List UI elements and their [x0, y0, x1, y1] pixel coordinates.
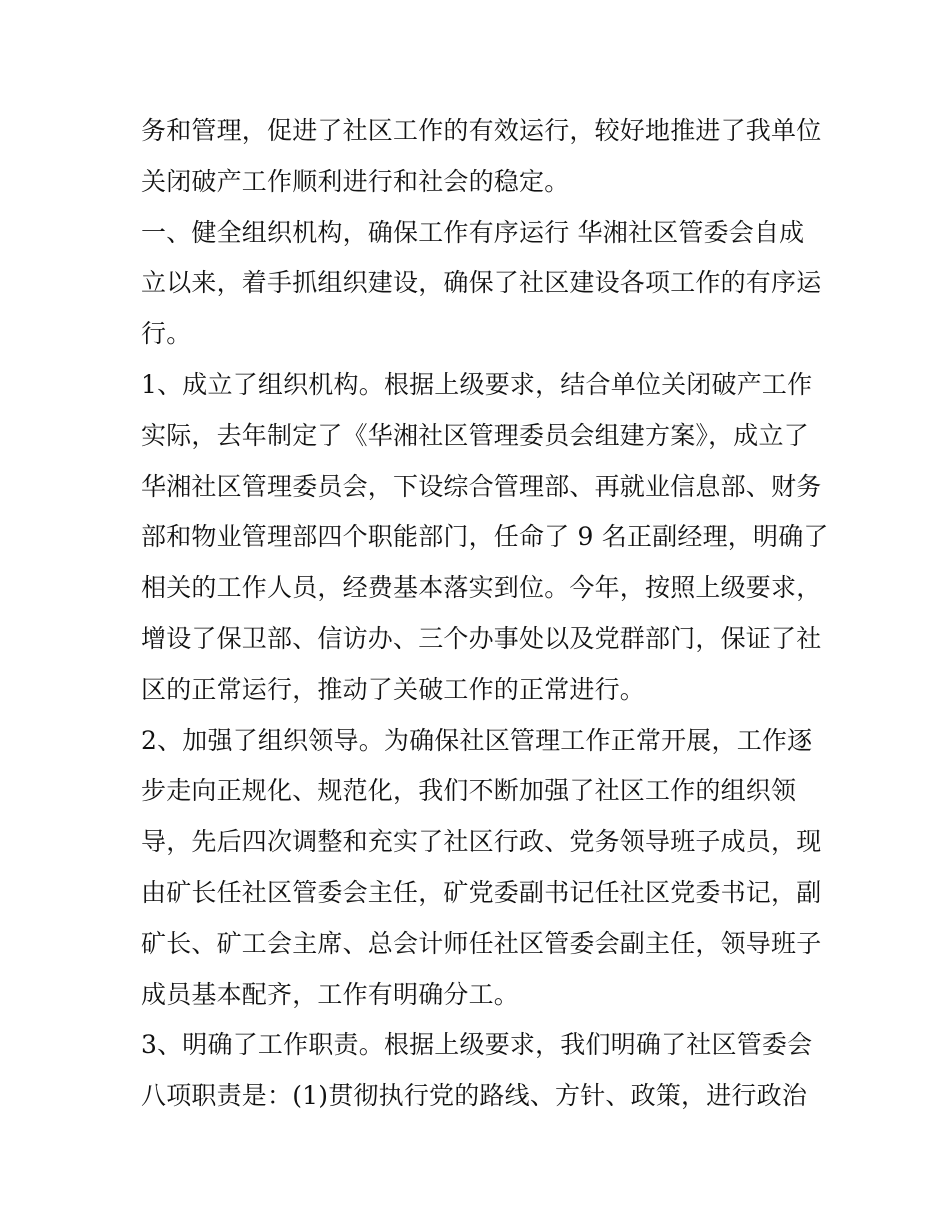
text-line-12: 区的正常运行，推动了关破工作的正常进行。 [141, 674, 646, 704]
text-line-2: 关闭破产工作顺利进行和社会的稳定。 [141, 166, 570, 196]
text-line-16: 由矿长任社区管委会主任，矿党委副书记任社区党委书记，副 [141, 877, 822, 907]
text-line-14: 步走向正规化、规范化，我们不断加强了社区工作的组织领 [141, 776, 797, 806]
text-line-4: 立以来，着手抓组织建设，确保了社区建设各项工作的有序运 [141, 268, 822, 298]
document-body [141, 106, 829, 1122]
text-line-9: 部和物业管理部四个职能部门，任命了 9 名正副经理，明确了 [141, 522, 829, 552]
text-line-11: 增设了保卫部、信访办、三个办事处以及党群部门，保证了社 [141, 623, 822, 653]
text-line-13: 2、加强了组织领导。为确保社区管理工作正常开展，工作逐 [141, 725, 813, 755]
text-line-5: 行。 [141, 319, 192, 349]
text-line-7: 实际，去年制定了《华湘社区管理委员会组建方案》，成立了 [141, 420, 809, 450]
text-line-19: 3、明确了工作职责。根据上级要求，我们明确了社区管委会 [141, 1030, 813, 1060]
text-line-10: 相关的工作人员，经费基本落实到位。今年，按照上级要求， [141, 573, 822, 603]
text-line-8: 华湘社区管理委员会，下设综合管理部、再就业信息部、财务 [141, 471, 822, 501]
text-line-15: 导，先后四次调整和充实了社区行政、党务领导班子成员，现 [141, 827, 822, 857]
text-line-17: 矿长、矿工会主席、总会计师任社区管委会副主任，领导班子 [141, 928, 822, 958]
text-line-20: 八项职责是：(1)贯彻执行党的路线、方针、政策，进行政治 [141, 1081, 808, 1111]
text-line-6: 1、成立了组织机构。根据上级要求，结合单位关闭破产工作 [141, 369, 813, 399]
text-line-1: 务和管理，促进了社区工作的有效运行，较好地推进了我单位 [141, 116, 822, 145]
text-line-18: 成员基本配齐，工作有明确分工。 [141, 979, 520, 1009]
text-line-3: 一、健全组织机构，确保工作有序运行 华湘社区管委会自成 [141, 217, 805, 247]
